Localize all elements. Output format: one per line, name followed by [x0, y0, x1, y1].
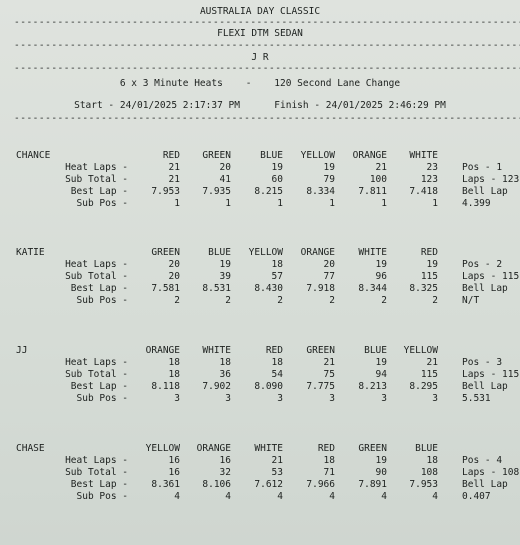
row-label: Best Lap -: [70, 283, 128, 294]
result-cell: 4: [381, 491, 387, 502]
summary-line: Pos - 3: [462, 357, 503, 368]
result-cell: 108: [420, 467, 438, 478]
result-cell: 2: [225, 295, 231, 306]
result-cell: 7.811: [358, 186, 387, 197]
lane-header: ORANGE: [300, 247, 335, 258]
row-label: Sub Pos -: [76, 393, 128, 404]
result-cell: 2: [381, 295, 387, 306]
result-cell: 20: [323, 259, 335, 270]
result-cell: 57: [271, 271, 283, 282]
lane-header: YELLOW: [145, 443, 180, 454]
divider-line: [14, 113, 520, 124]
result-cell: 115: [420, 271, 438, 282]
summary-line: Bell Lap: [462, 186, 508, 197]
summary-line: 0.407: [462, 491, 491, 502]
result-cell: 96: [375, 271, 387, 282]
result-cell: 20: [168, 259, 180, 270]
result-cell: 18: [426, 455, 438, 466]
result-cell: 32: [219, 467, 231, 478]
row-label: Best Lap -: [70, 186, 128, 197]
lane-header: GREEN: [358, 443, 387, 454]
start-finish-times: Start - 24/01/2025 2:17:37 PM Finish - 24/01/2025 2:46:29 PM: [74, 100, 446, 111]
event-title: AUSTRALIA DAY CLASSIC: [199, 6, 321, 17]
result-cell: 36: [219, 369, 231, 380]
summary-line: Laps - 123: [462, 174, 520, 185]
result-cell: 7.891: [358, 479, 387, 490]
result-cell: 1: [381, 198, 387, 209]
lane-header: WHITE: [409, 150, 438, 161]
result-cell: 18: [271, 357, 283, 368]
summary-line: Bell Lap: [462, 479, 508, 490]
result-cell: 8.344: [358, 283, 387, 294]
result-cell: 4: [432, 491, 438, 502]
summary-line: Laps - 115: [462, 369, 520, 380]
summary-line: Bell Lap: [462, 283, 508, 294]
divider-line: [14, 63, 520, 74]
result-cell: 8.213: [358, 381, 387, 392]
result-cell: 7.953: [151, 186, 180, 197]
row-label: Best Lap -: [70, 479, 128, 490]
result-cell: 1: [225, 198, 231, 209]
lane-header: BLUE: [260, 150, 283, 161]
result-cell: 8.118: [151, 381, 180, 392]
result-cell: 3: [381, 393, 387, 404]
result-cell: 18: [219, 357, 231, 368]
racer-name: JJ: [16, 345, 28, 356]
summary-line: 5.531: [462, 393, 491, 404]
row-label: Sub Total -: [65, 271, 128, 282]
result-cell: 7.953: [409, 479, 438, 490]
result-cell: 21: [426, 357, 438, 368]
summary-line: 4.399: [462, 198, 491, 209]
result-cell: 3: [174, 393, 180, 404]
racer-name: CHASE: [16, 443, 45, 454]
row-label: Heat Laps -: [65, 259, 128, 270]
row-label: Sub Pos -: [76, 295, 128, 306]
result-cell: 21: [168, 174, 180, 185]
result-cell: 7.612: [254, 479, 283, 490]
lane-header: RED: [265, 345, 283, 356]
result-cell: 4: [329, 491, 335, 502]
result-cell: 8.325: [409, 283, 438, 294]
result-cell: 18: [323, 455, 335, 466]
result-cell: 7.966: [306, 479, 335, 490]
result-cell: 1: [329, 198, 335, 209]
result-cell: 21: [323, 357, 335, 368]
result-cell: 3: [329, 393, 335, 404]
result-cell: 18: [271, 259, 283, 270]
row-label: Sub Pos -: [76, 491, 128, 502]
result-cell: 19: [375, 259, 387, 270]
lane-header: WHITE: [358, 247, 387, 258]
divider-line: [14, 40, 520, 51]
summary-line: N/T: [462, 295, 480, 306]
lane-header: ORANGE: [196, 443, 231, 454]
result-cell: 4: [225, 491, 231, 502]
result-cell: 123: [420, 174, 438, 185]
result-cell: 8.090: [254, 381, 283, 392]
racer-name: CHANCE: [16, 150, 51, 161]
result-cell: 19: [219, 259, 231, 270]
result-cell: 8.334: [306, 186, 335, 197]
summary-line: Bell Lap: [462, 381, 508, 392]
result-cell: 94: [375, 369, 387, 380]
row-label: Heat Laps -: [65, 455, 128, 466]
result-cell: 1: [277, 198, 283, 209]
lane-header: BLUE: [208, 247, 231, 258]
result-cell: 53: [271, 467, 283, 478]
result-cell: 8.215: [254, 186, 283, 197]
row-label: Best Lap -: [70, 381, 128, 392]
result-cell: 21: [375, 162, 387, 173]
result-cell: 21: [271, 455, 283, 466]
initials-line: J R: [251, 52, 269, 63]
lane-header: WHITE: [254, 443, 283, 454]
lane-header: BLUE: [415, 443, 438, 454]
result-cell: 79: [323, 174, 335, 185]
result-cell: 19: [271, 162, 283, 173]
row-label: Heat Laps -: [65, 357, 128, 368]
result-cell: 7.902: [202, 381, 231, 392]
class-title: FLEXI DTM SEDAN: [217, 28, 303, 39]
racer-name: KATIE: [16, 247, 45, 258]
lane-header: RED: [420, 247, 438, 258]
lane-header: BLUE: [364, 345, 387, 356]
result-cell: 19: [375, 455, 387, 466]
result-cell: 3: [277, 393, 283, 404]
result-cell: 2: [329, 295, 335, 306]
lane-header: GREEN: [306, 345, 335, 356]
result-cell: 2: [174, 295, 180, 306]
result-cell: 39: [219, 271, 231, 282]
result-cell: 2: [432, 295, 438, 306]
row-label: Sub Total -: [65, 174, 128, 185]
result-cell: 77: [323, 271, 335, 282]
result-cell: 8.106: [202, 479, 231, 490]
result-cell: 7.935: [202, 186, 231, 197]
row-label: Heat Laps -: [65, 162, 128, 173]
result-cell: 7.581: [151, 283, 180, 294]
result-cell: 16: [168, 455, 180, 466]
row-label: Sub Pos -: [76, 198, 128, 209]
result-cell: 18: [168, 357, 180, 368]
lane-header: YELLOW: [248, 247, 283, 258]
result-cell: 8.361: [151, 479, 180, 490]
result-cell: 8.295: [409, 381, 438, 392]
result-cell: 20: [168, 271, 180, 282]
lane-header: WHITE: [202, 345, 231, 356]
result-cell: 19: [323, 162, 335, 173]
result-cell: 7.918: [306, 283, 335, 294]
lane-header: ORANGE: [352, 150, 387, 161]
divider-line: [14, 17, 520, 28]
result-cell: 90: [375, 467, 387, 478]
race-format: 6 x 3 Minute Heats - 120 Second Lane Change: [119, 78, 401, 89]
result-cell: 60: [271, 174, 283, 185]
result-cell: 16: [168, 467, 180, 478]
row-label: Sub Total -: [65, 467, 128, 478]
summary-line: Laps - 115: [462, 271, 520, 282]
result-cell: 8.430: [254, 283, 283, 294]
result-cell: 115: [420, 369, 438, 380]
result-cell: 8.531: [202, 283, 231, 294]
summary-line: Pos - 2: [462, 259, 503, 270]
result-cell: 19: [375, 357, 387, 368]
result-cell: 16: [219, 455, 231, 466]
result-cell: 20: [219, 162, 231, 173]
summary-line: Pos - 1: [462, 162, 503, 173]
lane-header: GREEN: [151, 247, 180, 258]
summary-line: Pos - 4: [462, 455, 503, 466]
lane-header: YELLOW: [300, 150, 335, 161]
row-label: Sub Total -: [65, 369, 128, 380]
lane-header: RED: [317, 443, 335, 454]
result-cell: 54: [271, 369, 283, 380]
result-cell: 18: [168, 369, 180, 380]
result-cell: 21: [168, 162, 180, 173]
result-cell: 1: [432, 198, 438, 209]
summary-line: Laps - 108: [462, 467, 520, 478]
result-cell: 3: [225, 393, 231, 404]
lane-header: RED: [162, 150, 180, 161]
result-cell: 4: [277, 491, 283, 502]
lane-header: GREEN: [202, 150, 231, 161]
result-cell: 3: [432, 393, 438, 404]
result-cell: 41: [219, 174, 231, 185]
result-cell: 75: [323, 369, 335, 380]
lane-header: ORANGE: [145, 345, 180, 356]
result-cell: 7.418: [409, 186, 438, 197]
result-cell: 71: [323, 467, 335, 478]
result-cell: 100: [369, 174, 387, 185]
result-cell: 1: [174, 198, 180, 209]
result-cell: 2: [277, 295, 283, 306]
result-cell: 23: [426, 162, 438, 173]
result-cell: 19: [426, 259, 438, 270]
result-cell: 4: [174, 491, 180, 502]
lane-header: YELLOW: [403, 345, 438, 356]
result-cell: 7.775: [306, 381, 335, 392]
